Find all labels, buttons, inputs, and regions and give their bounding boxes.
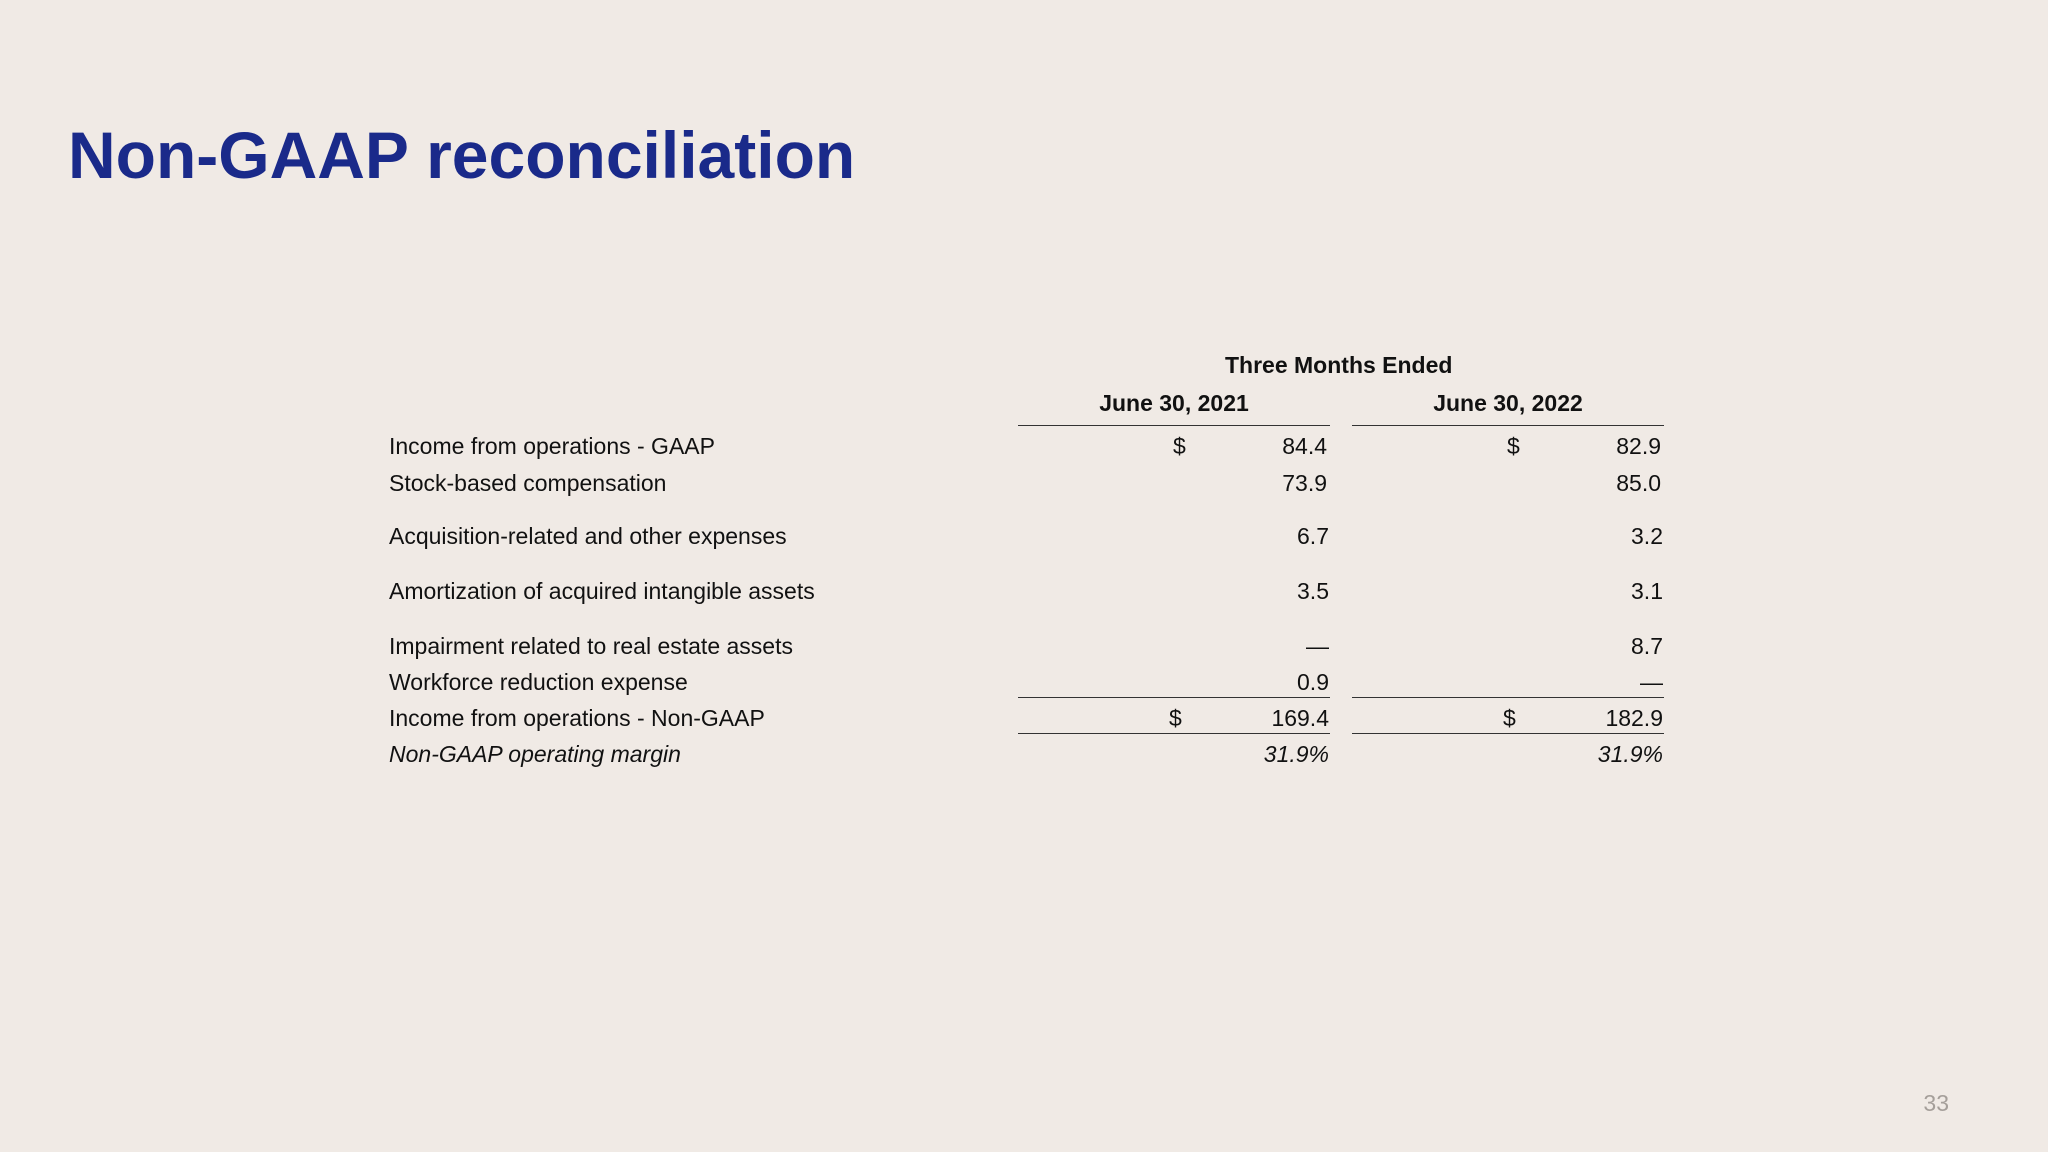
currency-symbol: $ xyxy=(1169,705,1182,731)
currency-symbol: $ xyxy=(1173,433,1186,459)
row-value-2022: 82.9 xyxy=(1616,433,1661,459)
subtotal-rule-2021 xyxy=(1018,697,1330,698)
header-rule-2021 xyxy=(1018,425,1330,426)
row-value-2022: — xyxy=(1640,669,1663,695)
row-label: Amortization of acquired intangible assets xyxy=(389,578,815,604)
row-label: Acquisition-related and other expenses xyxy=(389,523,787,549)
row-value-2021: — xyxy=(1306,633,1329,659)
row-value-2021: 73.9 xyxy=(1282,470,1327,496)
row-label: Stock-based compensation xyxy=(389,470,667,496)
row-value-2022: 85.0 xyxy=(1616,470,1661,496)
row-label: Impairment related to real estate assets xyxy=(389,633,793,659)
row-value-2022: 31.9% xyxy=(1597,741,1663,767)
row-value-2021: 6.7 xyxy=(1297,523,1329,549)
total-rule-2021 xyxy=(1018,733,1330,734)
row-value-2021: 0.9 xyxy=(1297,669,1329,695)
total-rule-2022 xyxy=(1352,733,1664,734)
column-header-label: June 30, 2022 xyxy=(1433,390,1583,416)
column-header-2021 xyxy=(1018,388,1330,418)
row-value-2021: 169.4 xyxy=(1271,705,1329,731)
header-rule-2022 xyxy=(1352,425,1664,426)
row-label: Workforce reduction expense xyxy=(389,669,688,695)
column-header-2022 xyxy=(1352,388,1664,418)
row-label: Income from operations - Non-GAAP xyxy=(389,705,765,731)
slide-title: Non-GAAP reconciliation xyxy=(68,118,856,192)
currency-symbol: $ xyxy=(1507,433,1520,459)
reconciliation-table xyxy=(385,350,1665,780)
subtotal-rule-2022 xyxy=(1352,697,1664,698)
group-header: Three Months Ended xyxy=(1225,352,1453,378)
row-value-2022: 3.1 xyxy=(1631,578,1663,604)
row-value-2022: 182.9 xyxy=(1605,705,1663,731)
currency-symbol: $ xyxy=(1503,705,1516,731)
row-label: Income from operations - GAAP xyxy=(389,433,715,459)
row-value-2022: 3.2 xyxy=(1631,523,1663,549)
column-header-label: June 30, 2021 xyxy=(1099,390,1249,416)
row-value-2021: 31.9% xyxy=(1263,741,1329,767)
page-number: 33 xyxy=(1923,1090,1949,1116)
row-value-2021: 84.4 xyxy=(1282,433,1327,459)
row-value-2022: 8.7 xyxy=(1631,633,1663,659)
row-label: Non-GAAP operating margin xyxy=(389,741,681,767)
row-value-2021: 3.5 xyxy=(1297,578,1329,604)
